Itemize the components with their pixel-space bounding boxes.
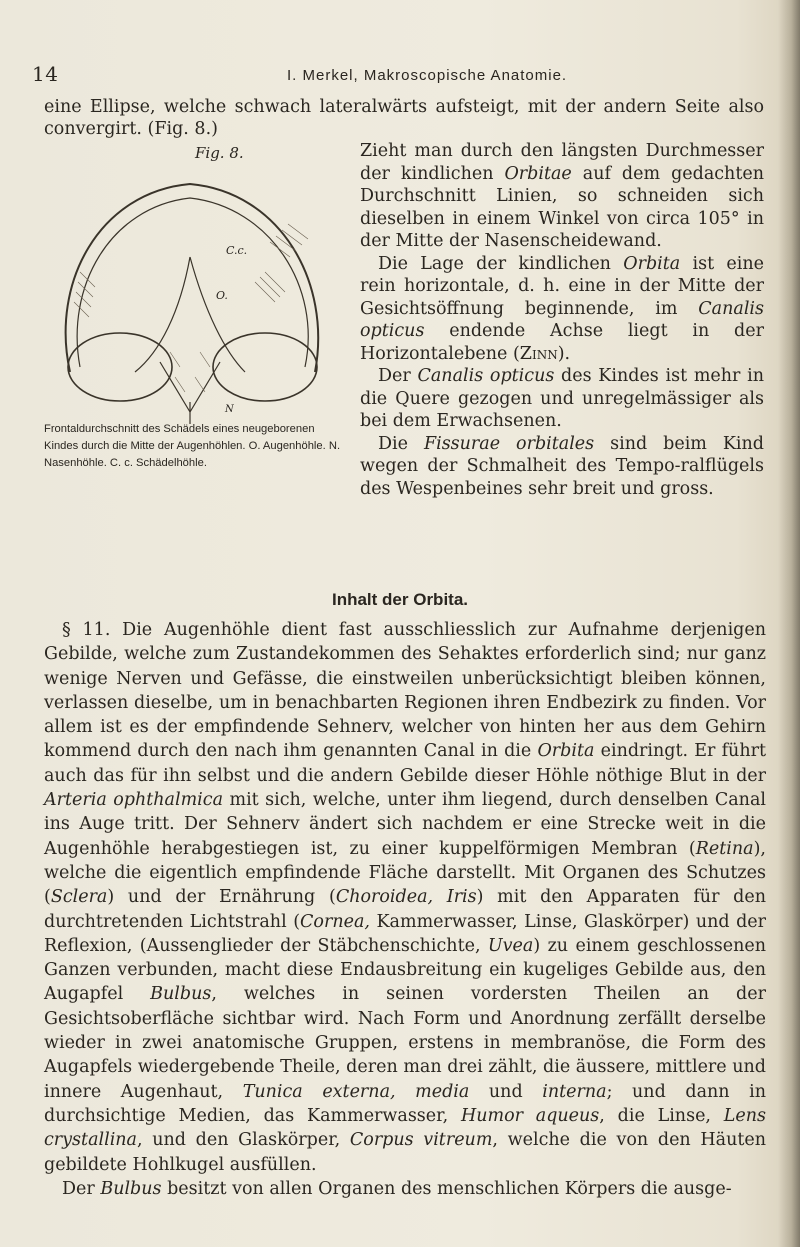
septum-right <box>190 257 245 372</box>
skull-outline <box>66 184 319 372</box>
side-paragraph-3: Der Canalis opticus des Kindes ist mehr in die Quere gezogen und unregelmässiger als bei dem Erwachsenen. <box>360 366 764 431</box>
section-paragraph-1: § 11. Die Augenhöhle dient fast ausschliesslich zur Aufnahme derjenigen Gebilde, welche zum Zustandekommen des Sehaktes erforderlich sind; nur ganz wenige Nerven und Gefässe, die einstweilen unberücksichtigt bleiben können, verlassen dieselbe, um in benachbarten Regionen ihren Endbezirk zu finden. Vor allem ist es der empfindende Sehnerv, welcher von hinten her aus dem Gehirn kommend durch den nach ihm genannten Canal in die Orbita eindringt. Er führt auch das für ihn selbst und die andern Gebilde dieser Höhle nöthige Blut in der Arteria ophthalmica mit sich, welche, unter ihm liegend, durch denselben Canal ins Auge tritt. Der Sehnerv ändert sich nachdem er eine Strecke weit in die Augenhöhle herabgestiegen ist, zu einer kuppelförmigen Membran (Retina), welche die eigentlich empfindende Fläche darstellt. Mit Organen des Schutzes (Sclera) und der Ernährung (Choroidea, Iris) mit den Apparaten für den durchtretenden Lichtstrahl (Cornea, Kammerwasser, Linse, Glaskörper) und der Reflexion, (Aussenglieder der Stäbchenschichte, Uvea) zu einem geschlossenen Ganzen verbunden, macht diese Endausbreitung ein kugeliges Gebilde aus, den Augapfel Bulbus, welches in seinen vordersten Theilen an der Gesichtsoberfläche sichtbar wird. Nach Form und Anordnung zerfällt derselbe wieder in zwei anatomische Gruppen, erstens in membranöse, die Form des Augapfels wiedergebende Theile, deren man drei zählt, die äussere, mittlere und innere Augenhaut, Tunica externa, media und interna; und dann in durchsichtige Medien, das Kammerwasser, Humor aqueus, die Linse, Lens crystallina, und den Glaskörper, Corpus vitreum, welche die von den Häuten gebildete Hohlkugel ausfüllen. <box>44 620 767 1175</box>
orbit-right <box>213 333 317 401</box>
section-title: Inhalt der Orbita. <box>331 590 469 609</box>
intro-paragraph: eine Ellipse, welche schwach lateralwärts aufsteigt, mit der andern Seite also convergirt. (Fig. 8.) <box>44 97 764 139</box>
running-title: I. Merkel, Makroscopische Anatomie. <box>287 67 568 84</box>
figure-caption: Frontaldurchschnitt des Schädels eines neugeborenen Kindes durch die Mitte der Augenhöhlen. O. Augenhöhle. N. Nasenhöhle. C. c. Schädelhöhle. <box>44 423 341 469</box>
side-column <box>360 140 764 500</box>
section-body <box>44 618 766 1201</box>
side-paragraph-2: Die Lage der kindlichen Orbita ist eine rein horizontale, d. h. eine in der Mitte der Gesichtsöffnung beginnende, im Canalis opticus endende Achse liegt in der Horizontalebene (Zinn). <box>360 253 764 364</box>
septum-left <box>135 257 190 372</box>
side-paragraph-1: Zieht man durch den längsten Durchmesser der kindlichen Orbitae auf dem gedachten Durchschnitt Linien, so schneiden sich dieselben in einem Winkel von circa 105° in der Mitte der Nasenscheidewand. <box>360 141 764 251</box>
label-n: N <box>225 404 234 415</box>
label-cc: C.c. <box>226 244 248 257</box>
section-paragraph-2: Der Bulbus besitzt von allen Organen des menschlichen Körpers die ausge- <box>62 1178 732 1199</box>
skull-section-figure <box>40 162 345 424</box>
page-edge-shadow <box>778 0 800 1247</box>
figure-label: Fig. 8. <box>195 144 244 162</box>
orbit-left <box>68 333 172 401</box>
side-paragraph-4: Die Fissurae orbitales sind beim Kind wegen der Schmalheit des Tempo-ralflügels des Wespenbeines sehr breit und gross. <box>360 433 764 499</box>
page-header <box>32 62 752 92</box>
label-o: O. <box>216 289 228 302</box>
page-number: 14 <box>32 62 59 86</box>
